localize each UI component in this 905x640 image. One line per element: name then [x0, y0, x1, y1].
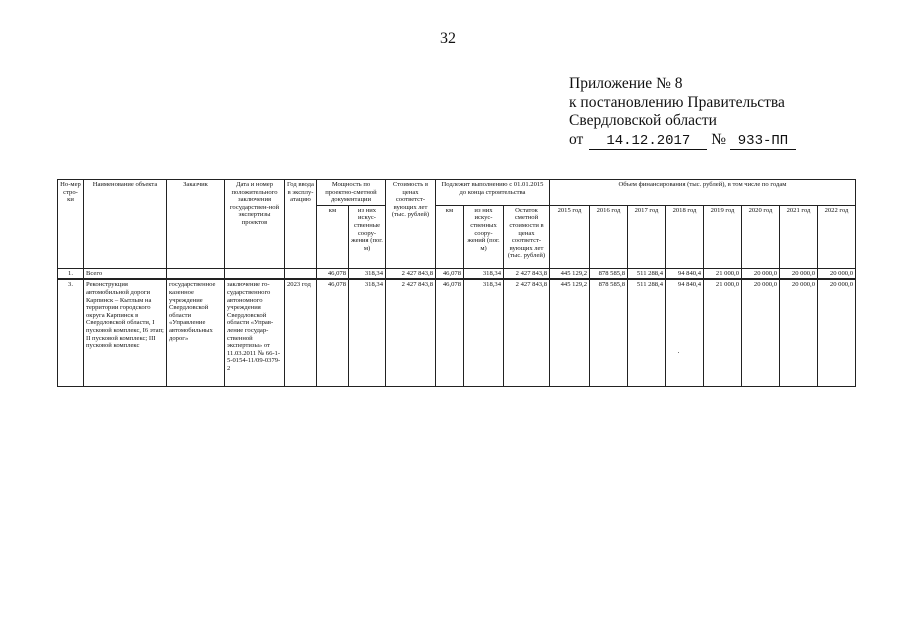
header-capacity: Мощность по проектно-сметной документации [317, 180, 386, 206]
financing-table [57, 179, 856, 387]
appendix-resolution: к постановлению Правительства [569, 93, 785, 111]
cell-total-art: 318,34 [349, 268, 386, 279]
cell-total-done-km: 46,078 [436, 268, 464, 279]
cell-item-2018: 94 840,4 [666, 279, 704, 387]
cell-item-km: 46,078 [317, 279, 349, 387]
cell-item-done-km: 46,078 [436, 279, 464, 387]
appendix-date-line [569, 131, 796, 150]
cell-empty [225, 268, 285, 279]
cell-total-2022: 20 000,0 [818, 268, 856, 279]
cell-item-2020: 20 000,0 [742, 279, 780, 387]
cell-total-remainder: 2 427 843,8 [504, 268, 550, 279]
cell-total-2015: 445 129,2 [550, 268, 590, 279]
cell-item-expertise: заключение го-сударственного автономного учреждения Свердловской области «Управ-ление государ-ственной экспертизы» от 11.03.2011 № 66-1-5-0154-11/09-0379-2 [225, 279, 285, 387]
appendix-title: Приложение № 8 [569, 75, 683, 92]
header-year-2019: 2019 год [704, 205, 742, 268]
header-done: Подлежит выполнению с 01.01.2015 до конца строительства [436, 180, 550, 206]
header-name: Наименование объекта [84, 180, 167, 269]
header-year-2015: 2015 год [550, 205, 590, 268]
cell-empty [167, 268, 225, 279]
header-capacity-art: из них искус-ственные соору-жения (пог. м) [349, 205, 386, 268]
header-year-2020: 2020 год [742, 205, 780, 268]
cell-item-remainder: 2 427 843,8 [504, 279, 550, 387]
page-number: 32 [440, 30, 456, 47]
cell-total-done-art: 318,34 [464, 268, 504, 279]
cell-item-2017: 511 288,4 [628, 279, 666, 387]
cell-total-2017: 511 288,4 [628, 268, 666, 279]
cell-total-2020: 20 000,0 [742, 268, 780, 279]
cell-item-2022: 20 000,0 [818, 279, 856, 387]
resolution-date: 14.12.2017 [589, 134, 707, 150]
date-prefix: от [569, 130, 584, 148]
cell-total-2018: 94 840,4 [666, 268, 704, 279]
cell-item-done-art: 318,34 [464, 279, 504, 387]
cell-total-2021: 20 000,0 [780, 268, 818, 279]
table-row-total [58, 268, 856, 279]
cell-item-num: 3. [58, 279, 84, 387]
resolution-number: 933-ПП [730, 134, 796, 150]
cell-item-2015: 445 129,2 [550, 279, 590, 387]
cell-item-customer: государственное казенное учреждение Свердловской области «Управление автомобильных дорог» [167, 279, 225, 387]
cell-total-2016: 878 585,8 [590, 268, 628, 279]
cell-item-2019: 21 000,0 [704, 279, 742, 387]
appendix-region: Свердловской области [569, 112, 717, 129]
header-year-2018: 2018 год [666, 205, 704, 268]
header-expertise: Дата и номер положительного заключения государствен-ной экспертизы проектов [225, 180, 285, 269]
header-year-2022: 2022 год [818, 205, 856, 268]
cell-item-cost: 2 427 843,8 [386, 279, 436, 387]
cell-empty [285, 268, 317, 279]
cell-item-2021: 20 000,0 [780, 279, 818, 387]
cell-total-cost: 2 427 843,8 [386, 268, 436, 279]
appendix-header [569, 75, 796, 150]
cell-item-name: Реконструкция автомобильной дороги Карпинск – Кытлым на территории городского округа Карпинск в Свердловской области, I пусковой комплекс, I6 этап; II пусковой комплекс; III пусковой комплекс [84, 279, 167, 387]
header-cost: Стоимость в ценах соответст-вующих лет (тыс. рублей) [386, 180, 436, 269]
scan-speck [678, 352, 679, 353]
cell-item-art: 318,34 [349, 279, 386, 387]
header-remainder: Остаток сметной стоимости в ценах соответст-вующих лет (тыс. рублей) [504, 205, 550, 268]
cell-total-num: 1. [58, 268, 84, 279]
header-year-2017: 2017 год [628, 205, 666, 268]
header-done-art: из них искус-ственных соору-жений (пог. м) [464, 205, 504, 268]
cell-item-2016: 878 585,8 [590, 279, 628, 387]
table-row-item [58, 279, 856, 387]
header-num: Но-мер стро-ки [58, 180, 84, 269]
number-prefix: № [711, 130, 726, 148]
header-year-2016: 2016 год [590, 205, 628, 268]
header-year: Год ввода в эксплу-атацию [285, 180, 317, 269]
header-done-km: км [436, 205, 464, 268]
header-capacity-km: км [317, 205, 349, 268]
cell-total-2019: 21 000,0 [704, 268, 742, 279]
header-year-2021: 2021 год [780, 205, 818, 268]
table-header-row [58, 180, 856, 206]
cell-total-name: Всего [84, 268, 167, 279]
cell-item-year: 2023 год [285, 279, 317, 387]
header-customer: Заказчик [167, 180, 225, 269]
cell-total-km: 46,078 [317, 268, 349, 279]
header-financing: Объем финансирования (тыс. рублей), в том числе по годам [550, 180, 856, 206]
